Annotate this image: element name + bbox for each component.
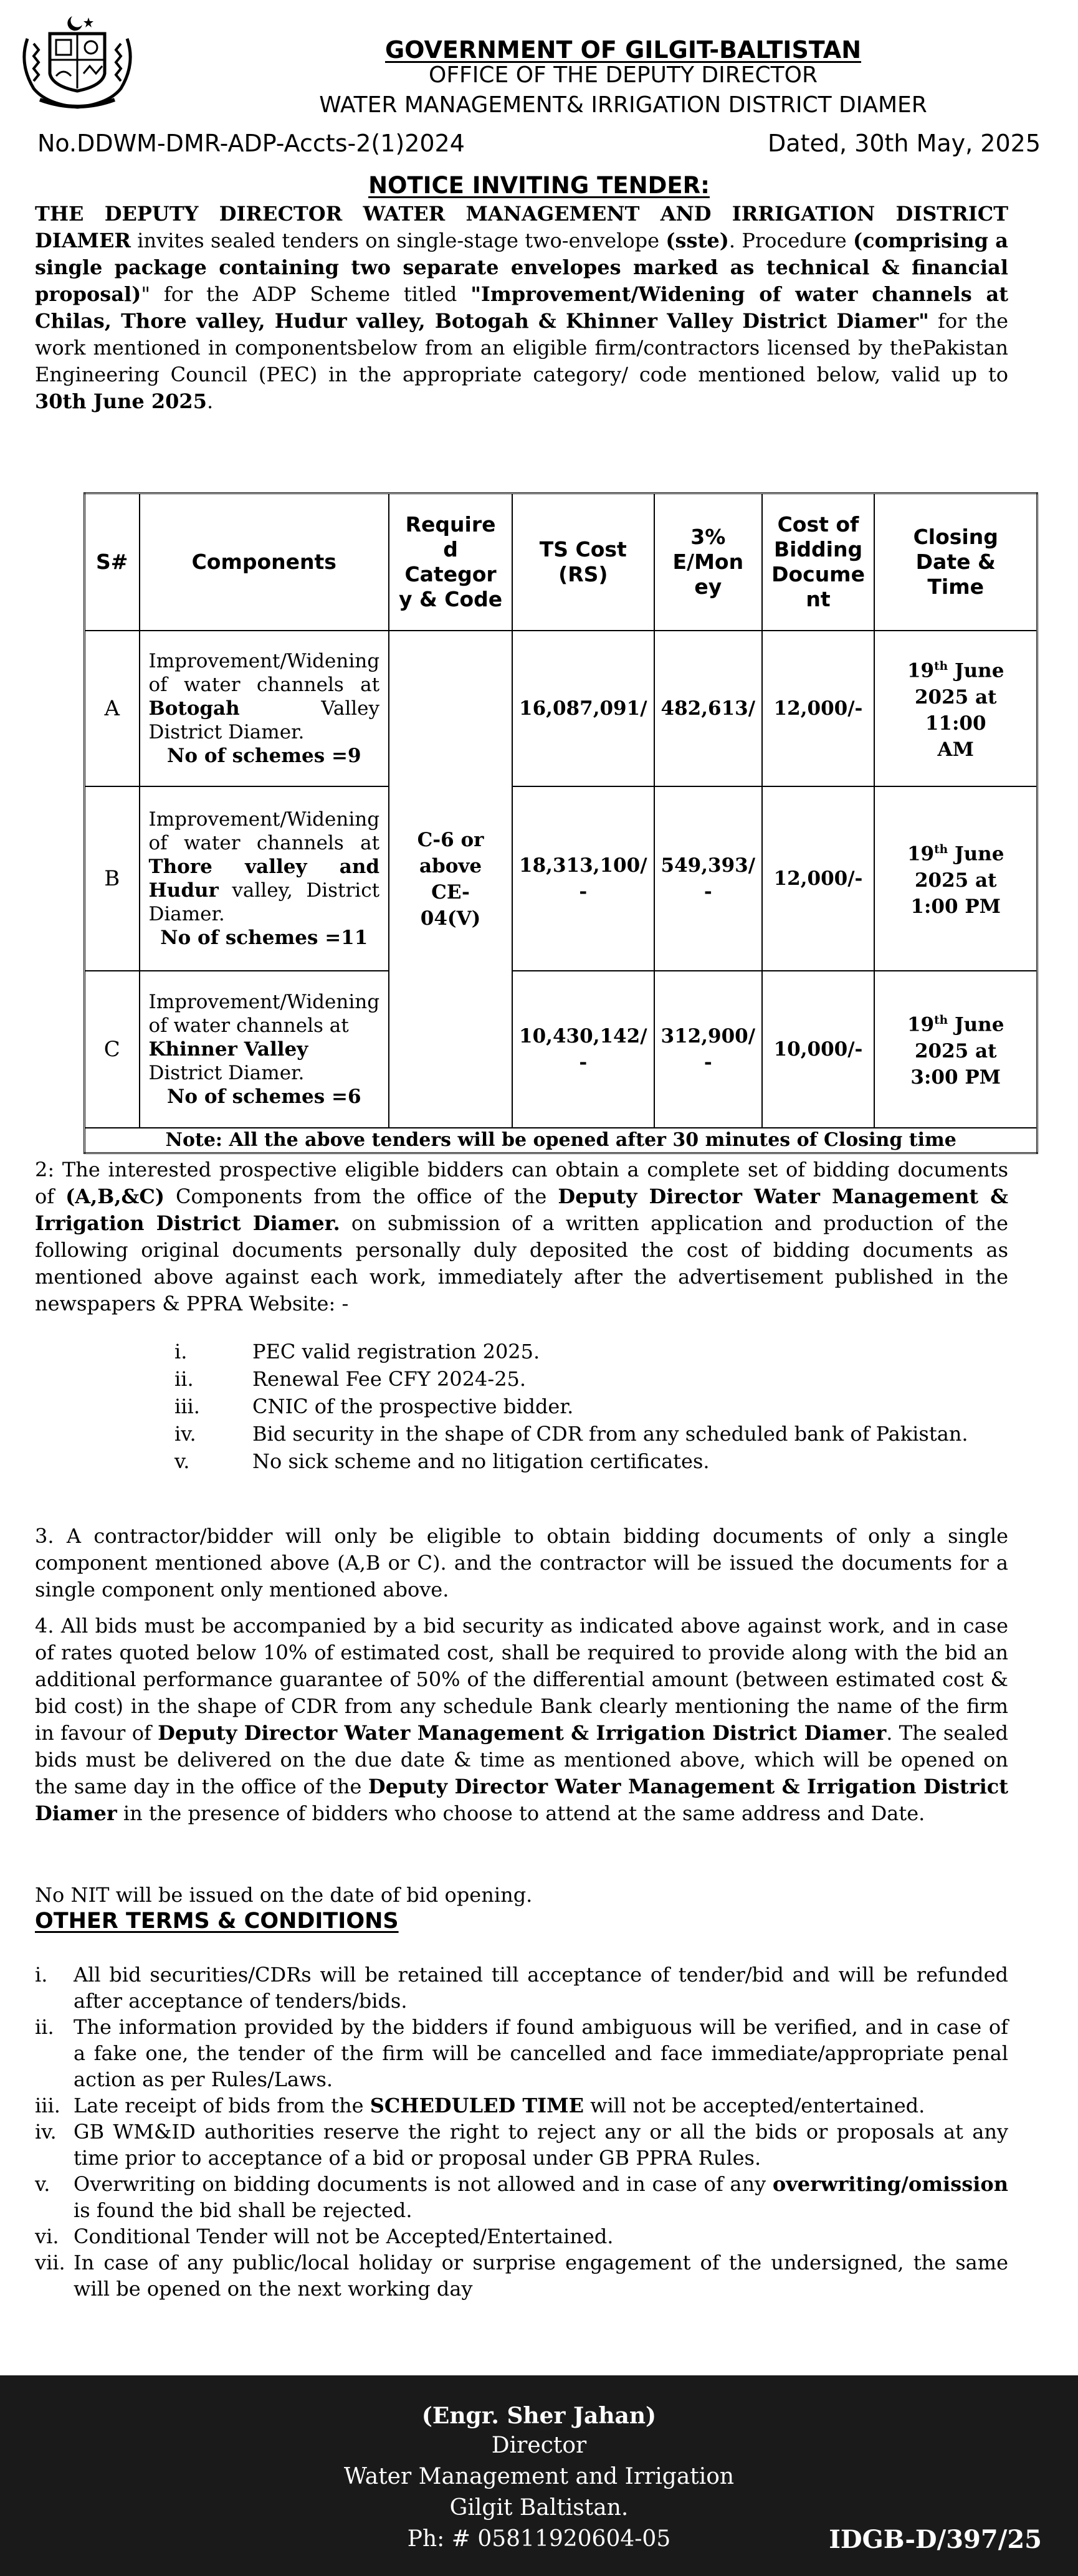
list-item: ii. Renewal Fee CFY 2024-25. xyxy=(174,1367,527,1391)
table-header-row xyxy=(85,494,1037,631)
list-item: i. All bid securities/CDRs will be retained till acceptance of tender/bid and will be refunded after acceptance of tenders/bids. xyxy=(35,1963,1008,2013)
list-item: i. PEC valid registration 2025. xyxy=(174,1340,540,1363)
category-code: C-6 or above CE-04(V) xyxy=(389,631,512,1128)
row-closing: 19th June 2025 at 3:00 PM xyxy=(874,971,1037,1128)
header-emoney: 3% E/Mon ey xyxy=(654,494,763,631)
row-cost-bidding: 10,000/- xyxy=(762,971,874,1128)
tender-table xyxy=(83,492,1038,1154)
required-documents-list xyxy=(174,1338,988,1475)
schemes-count: No of schemes =11 xyxy=(160,926,368,949)
header-components: Components xyxy=(140,494,389,631)
list-item: vii. In case of any public/local holiday or surprise engagement of the undersigned, the same will be opened on the next working day xyxy=(35,2251,1008,2301)
row-sno: A xyxy=(85,631,140,786)
row-cost-bidding: 12,000/- xyxy=(762,631,874,786)
signatory-designation: Director xyxy=(491,2433,587,2458)
government-title: GOVERNMENT OF GILGIT-BALTISTAN xyxy=(384,36,861,64)
list-item: vi. Conditional Tender will not be Accepted/Entertained. xyxy=(35,2225,614,2248)
row-cost-bidding: 12,000/- xyxy=(762,786,874,971)
notice-heading: NOTICE INVITING TENDER: xyxy=(368,172,710,199)
table-row xyxy=(85,971,1037,1128)
list-item: iii. CNIC of the prospective bidder. xyxy=(174,1395,574,1418)
list-item: iv. GB WM&ID authorities reserve the right to reject any or all the bids or proposals at any time prior to acceptance of a bid or proposal under GB PPRA Rules. xyxy=(35,2120,1008,2170)
signatory-phone: Ph: # 05811920604-05 xyxy=(407,2526,671,2552)
row-ts-cost: 16,087,091/ xyxy=(512,631,654,786)
row-ts-cost: 10,430,142/ - xyxy=(512,971,654,1128)
list-item: iii. Late receipt of bids from the SCHEDULED TIME will not be accepted/entertained. xyxy=(35,2094,925,2117)
table-row xyxy=(85,786,1037,971)
row-emoney: 549,393/ - xyxy=(654,786,763,971)
signatory-name: (Engr. Sher Jahan) xyxy=(421,2403,657,2429)
row-emoney: 312,900/ - xyxy=(654,971,763,1128)
notice-date: Dated, 30th May, 2025 xyxy=(768,130,1041,157)
intro-paragraph: THE DEPUTY DIRECTOR WATER MANAGEMENT AND IRRIGATION DISTRICT DIAMER invites sealed tenders on single-stage two-envelope (sste). Procedure (comprising a single package containing two separate envelopes marked as technical & financial proposal)" for the ADP Scheme titled "Improvement/Widening of water channels at Chilas, Thore valley, Hudur valley, Botogah & Khinner Valley District Diamer" for the work mentioned in componentsbelow from an eligible firm/contractors licensed by thePakistan Engineering Council (PEC) in the appropriate category/ code mentioned below, valid up to 30th June 2025. xyxy=(35,202,1009,413)
header-sno: S# xyxy=(85,494,140,631)
header-category: Require d Categor y & Code xyxy=(389,494,512,631)
section-3-paragraph: 3. A contractor/bidder will only be eligible to obtain bidding documents of only a single component mentioned above (A,B or C). and the contractor will be issued the documents for a single component only mentioned above. xyxy=(35,1524,1008,1601)
table-note-row xyxy=(85,1128,1037,1153)
signatory-place: Gilgit Baltistan. xyxy=(449,2495,629,2521)
row-ts-cost: 18,313,100/ - xyxy=(512,786,654,971)
list-item: iv. Bid security in the shape of CDR from any scheduled bank of Pakistan. xyxy=(174,1422,968,1446)
no-nit-note: No NIT will be issued on the date of bid opening. xyxy=(35,1883,533,1907)
reference-number: No.DDWM-DMR-ADP-Accts-2(1)2024 xyxy=(37,130,465,157)
row-sno: B xyxy=(85,786,140,971)
terms-list xyxy=(35,1962,1008,2302)
table-note: Note: All the above tenders will be opened after 30 minutes of Closing time xyxy=(85,1128,1037,1153)
header-cost-bidding: Cost of Bidding Docume nt xyxy=(762,494,874,631)
section-2-paragraph: 2: The interested prospective eligible bidders can obtain a complete set of bidding documents of (A,B,&C) Components from the office of the Deputy Director Water Management & Irrigation District Diamer. on submission of a written application and production of the following original documents personally duly deposited the cost of bidding documents as mentioned above against each work, immediately after the advertisement published in the newspapers & PPRA Website: - xyxy=(35,1158,1009,1315)
signatory-department: Water Management and Irrigation xyxy=(343,2464,735,2489)
government-emblem-icon xyxy=(15,14,140,112)
row-component: Improvement/Widening of water channels at Thore valley and Hudur valley, District Diamer. No of schemes =11 xyxy=(140,786,389,971)
header-closing: Closing Date & Time xyxy=(874,494,1037,631)
row-component: Improvement/Widening of water channels at Khinner Valley District Diamer. No of schemes =6 xyxy=(140,971,389,1128)
list-item: v. No sick scheme and no litigation certificates. xyxy=(174,1449,710,1473)
section-4-paragraph: 4. All bids must be accompanied by a bid security as indicated above against work, and in case of rates quoted below 10% of estimated cost, shall be required to provide along with the bid an additional performance guarantee of 50% of the differential amount (between estimated cost & bid cost) in the shape of CDR from any schedule Bank clearly mentioning the name of the firm in favour of Deputy Director Water Management & Irrigation District Diamer. The sealed bids must be delivered on the due date & time as mentioned above, which will be opened on the same day in the office of the Deputy Director Water Management & Irrigation District Diamer in the presence of bidders who choose to attend at the same address and Date. xyxy=(35,1614,1009,1825)
row-closing: 19th June 2025 at 11:00 AM xyxy=(874,631,1037,786)
row-closing: 19th June 2025 at 1:00 PM xyxy=(874,786,1037,971)
schemes-count: No of schemes =6 xyxy=(167,1085,361,1108)
row-component: Improvement/Widening of water channels at Botogah Valley District Diamer. No of schemes =9 xyxy=(140,631,389,786)
row-sno: C xyxy=(85,971,140,1128)
row-emoney: 482,613/ xyxy=(654,631,763,786)
other-terms-heading: OTHER TERMS & CONDITIONS xyxy=(35,1909,399,1934)
table-row xyxy=(85,631,1037,786)
signature-footer xyxy=(0,2375,1078,2576)
header-ts-cost: TS Cost (RS) xyxy=(512,494,654,631)
department-title: WATER MANAGEMENT& IRRIGATION DISTRICT DIAMER xyxy=(319,92,927,118)
advertisement-code: IDGB-D/397/25 xyxy=(829,2525,1042,2554)
schemes-count: No of schemes =9 xyxy=(167,744,361,767)
list-item: v. Overwriting on bidding documents is not allowed and in case of any overwriting/omission is found the bid shall be rejected. xyxy=(35,2172,1008,2222)
reference-line xyxy=(37,130,1041,157)
office-title: OFFICE OF THE DEPUTY DIRECTOR xyxy=(429,62,818,88)
list-item: ii. The information provided by the bidders if found ambiguous will be verified, and in case of a fake one, the tender of the firm will be cancelled and face immediate/appropriate penal action as per Rules/Laws. xyxy=(35,2015,1008,2091)
